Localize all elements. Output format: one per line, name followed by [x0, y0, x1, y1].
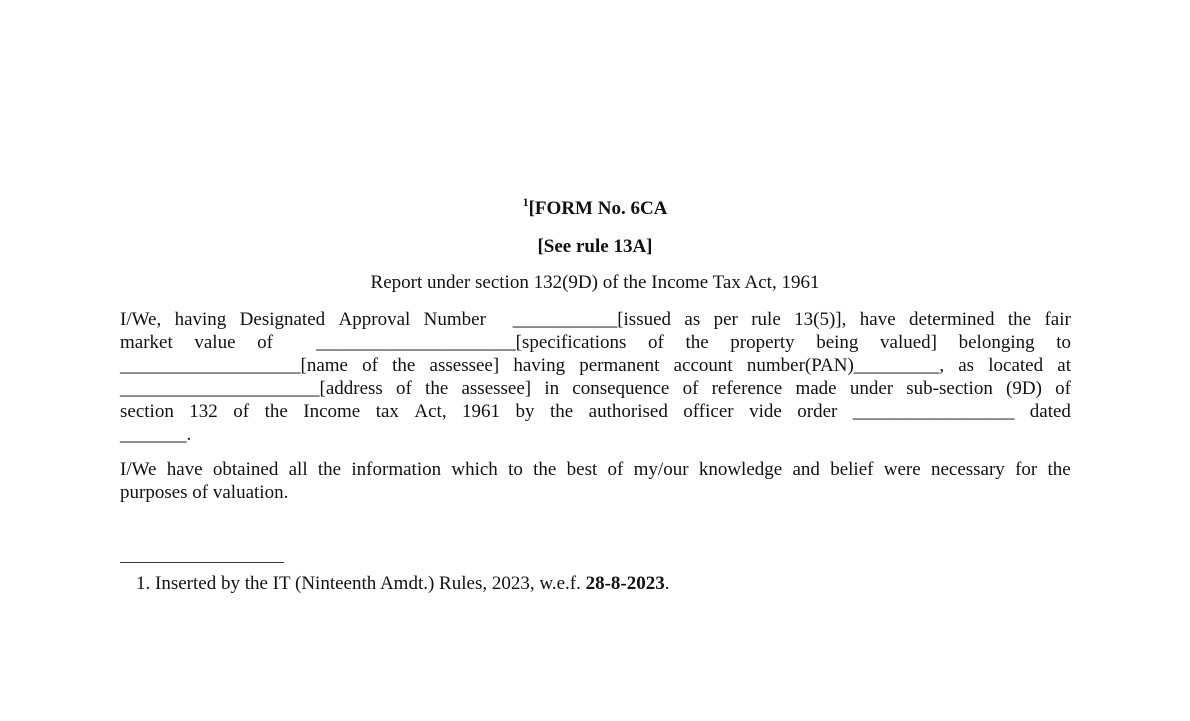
footnote-date: 28-8-2023	[585, 573, 665, 594]
footnote-number: 1.	[136, 573, 151, 594]
declaration-line: _______.	[120, 424, 192, 445]
footnote-separator	[120, 562, 284, 563]
information-line-1: I/We have obtained all the information which to the best of my/our knowledge and belief were necessary for the	[120, 459, 1071, 480]
declaration-line: section 132 of the Income tax Act, 1961 by the authorised officer vide order _________________ dated	[120, 401, 1071, 422]
report-heading: Report under section 132(9D) of the Income Tax Act, 1961	[370, 272, 820, 293]
information-line-2: purposes of valuation.	[120, 482, 289, 503]
declaration-line: market value of _____________________[specifications of the property being valued] belonging to	[120, 332, 1071, 353]
footnote	[136, 572, 670, 595]
footnote-text: Inserted by the IT (Ninteenth Amdt.) Rules, 2023, w.e.f.	[155, 573, 581, 594]
declaration-line: ___________________[name of the assessee] having permanent account number(PAN)_________, as located at	[120, 355, 1071, 376]
footnote-end: .	[664, 573, 670, 594]
declaration-line: I/We, having Designated Approval Number ___________[issued as per rule 13(5)], have determined the fair	[120, 309, 1071, 330]
rule-reference: [See rule 13A]	[537, 236, 653, 257]
form-title-text: [FORM No. 6CA	[528, 198, 668, 219]
form-title	[0, 195, 1190, 220]
declaration-line: _____________________[address of the assessee] in consequence of reference made under sub-section (9D) of	[120, 378, 1071, 399]
footnote-marker: 1	[522, 195, 529, 209]
